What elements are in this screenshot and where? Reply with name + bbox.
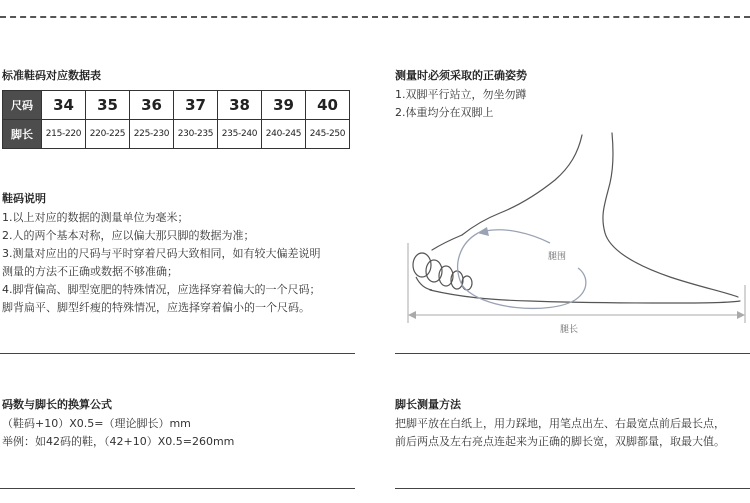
- bottom-right-divider: [395, 488, 750, 489]
- size-cell: 39: [262, 91, 306, 120]
- left-divider: [0, 353, 355, 354]
- girth-label: 腿围: [548, 252, 567, 262]
- toes: [413, 253, 472, 290]
- length-dimension: [408, 243, 745, 323]
- length-cell: 215-220: [42, 120, 86, 149]
- posture-title: 测量时必须采取的正确姿势: [395, 69, 527, 82]
- posture-line: 2.体重均分在双脚上: [395, 106, 494, 119]
- notes-line: 3.测量对应出的尺码与平时穿着尺码大致相同，如有较大偏差说明: [2, 247, 321, 260]
- notes-line: 4.脚背偏高、脚型宽肥的特殊情况，应选择穿着偏大的一个尺码；: [2, 283, 321, 296]
- method-title: 脚长测量方法: [395, 398, 461, 411]
- size-cell: 35: [86, 91, 130, 120]
- right-divider: [395, 353, 750, 354]
- notes-title: 鞋码说明: [2, 192, 46, 205]
- length-cell: 225-230: [130, 120, 174, 149]
- length-row: [3, 120, 350, 149]
- notes-line: 脚背扁平、脚型纤瘦的特殊情况，应选择穿着偏小的一个尺码。: [2, 301, 310, 314]
- posture-line: 1.双脚平行站立，勿坐勿蹲: [395, 88, 527, 101]
- notes-line: 1.以上对应的数据的测量单位为毫米；: [2, 211, 189, 224]
- notes-line: 2.人的两个基本对称，应以偏大那只脚的数据为准；: [2, 229, 255, 242]
- size-table-title: 标准鞋码对应数据表: [2, 69, 101, 82]
- size-cell: 40: [306, 91, 350, 120]
- size-cell: 38: [218, 91, 262, 120]
- formula-line: 举例：如42码的鞋，（42+10）X0.5=260mm: [2, 435, 235, 448]
- method-text: [395, 415, 725, 451]
- method-line: 把脚平放在白纸上，用力踩地，用笔点出左、右最宽点前后最长点，: [395, 417, 725, 430]
- size-row: [3, 91, 350, 120]
- size-table: [2, 90, 350, 149]
- posture-text: [395, 86, 527, 122]
- notes-text: [2, 209, 321, 317]
- length-cell: 245-250: [306, 120, 350, 149]
- formula-line: （鞋码+10）X0.5=（理论脚长）mm: [2, 417, 191, 430]
- size-cell: 37: [174, 91, 218, 120]
- foot-measurement-illustration: [400, 125, 750, 340]
- size-cell: 34: [42, 91, 86, 120]
- notes-line: 测量的方法不正确或数据不够准确；: [2, 265, 178, 278]
- formula-text: [2, 415, 234, 451]
- size-cell: 36: [130, 91, 174, 120]
- formula-title: 码数与脚长的换算公式: [2, 398, 112, 411]
- length-row-label: 脚长: [3, 120, 42, 149]
- method-line: 前后两点及左右亮点连起来为正确的脚长宽，双脚都量，取最大值。: [395, 435, 725, 448]
- size-row-label: 尺码: [3, 91, 42, 120]
- length-cell: 220-225: [86, 120, 130, 149]
- girth-loop: [458, 227, 586, 308]
- length-cell: 235-240: [218, 120, 262, 149]
- length-cell: 240-245: [262, 120, 306, 149]
- top-dashed-divider: [0, 16, 750, 18]
- bottom-left-divider: [0, 488, 355, 489]
- length-label: 腿长: [560, 325, 579, 335]
- length-cell: 230-235: [174, 120, 218, 149]
